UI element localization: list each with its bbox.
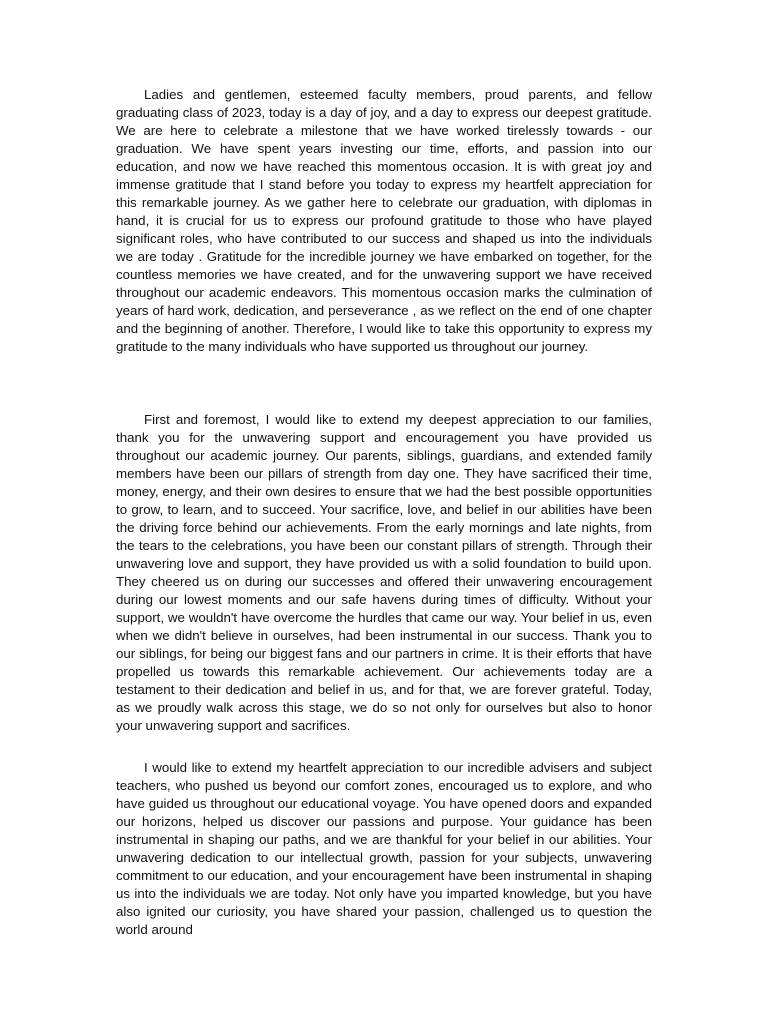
paragraph-introduction: Ladies and gentlemen, esteemed faculty members, proud parents, and fellow graduating class of 2023, today is a day of joy, and a day to express our deepest gratitude. We are here to celebrate a milestone that we have worked tirelessly towards - our graduation. We have spent years investing our time, efforts, and passion into our education, and now we have reached this momentous occasion. It is with great joy and immense gratitude that I stand before you today to express my heartfelt appreciation for this remarkable journey. As we gather here to celebrate our graduation, with diplomas in hand, it is crucial for us to express our profound gratitude to those who have played significant roles, who have contributed to our success and shaped us into the individuals we are today . Gratitude for the incredible journey we have embarked on together, for the countless memories we have created, and for the unwavering support we have received throughout our academic endeavors. This momentous occasion marks the culmination of years of hard work, dedication, and perseverance , as we reflect on the end of one chapter and the beginning of another. Therefore, I would like to take this opportunity to express my gratitude to the many individuals who have supported us throughout our journey. <box>116 87 652 354</box>
paragraph-teachers: I would like to extend my heartfelt appreciation to our incredible advisers and subject teachers, who pushed us beyond our comfort zones, encouraged us to explore, and who have guided us throughout our educational voyage. You have opened doors and expanded our horizons, helped us discover our passions and purpose. Your guidance has been instrumental in shaping our paths, and we are thankful for your belief in our abilities. Your unwavering dedication to our intellectual growth, passion for your subjects, unwavering commitment to our education, and your encouragement have been instrumental in shaping us into the individuals we are today. Not only have you imparted knowledge, but you have also ignited our curiosity, you have shared your passion, challenged us to question the world around <box>116 760 652 937</box>
paragraph-families: First and foremost, I would like to extend my deepest appreciation to our families, thank you for the unwavering support and encouragement you have provided us throughout our academic journey. Our parents, siblings, guardians, and extended family members have been our pillars of strength from day one. They have sacrificed their time, money, energy, and their own desires to ensure that we had the best possible opportunities to grow, to learn, and to succeed. Your sacrifice, love, and belief in our abilities have been the driving force behind our achievements. From the early mornings and late nights, from the tears to the celebrations, you have been our constant pillars of strength. Through their unwavering love and support, they have provided us with a solid foundation to build upon. They cheered us on during our successes and offered their unwavering encouragement during our lowest moments and our safe havens during times of difficulty. Without your support, we wouldn't have overcome the hurdles that came our way. Your belief in us, even when we didn't believe in ourselves, had been instrumental in our success. Thank you to our siblings, for being our biggest fans and our partners in crime. It is their efforts that have propelled us towards this remarkable achievement. Our achievements today are a testament to their dedication and belief in us, and for that, we are forever grateful. Today, as we proudly walk across this stage, we do so not only for ourselves but also to honor your unwavering support and sacrifices. <box>116 412 652 733</box>
